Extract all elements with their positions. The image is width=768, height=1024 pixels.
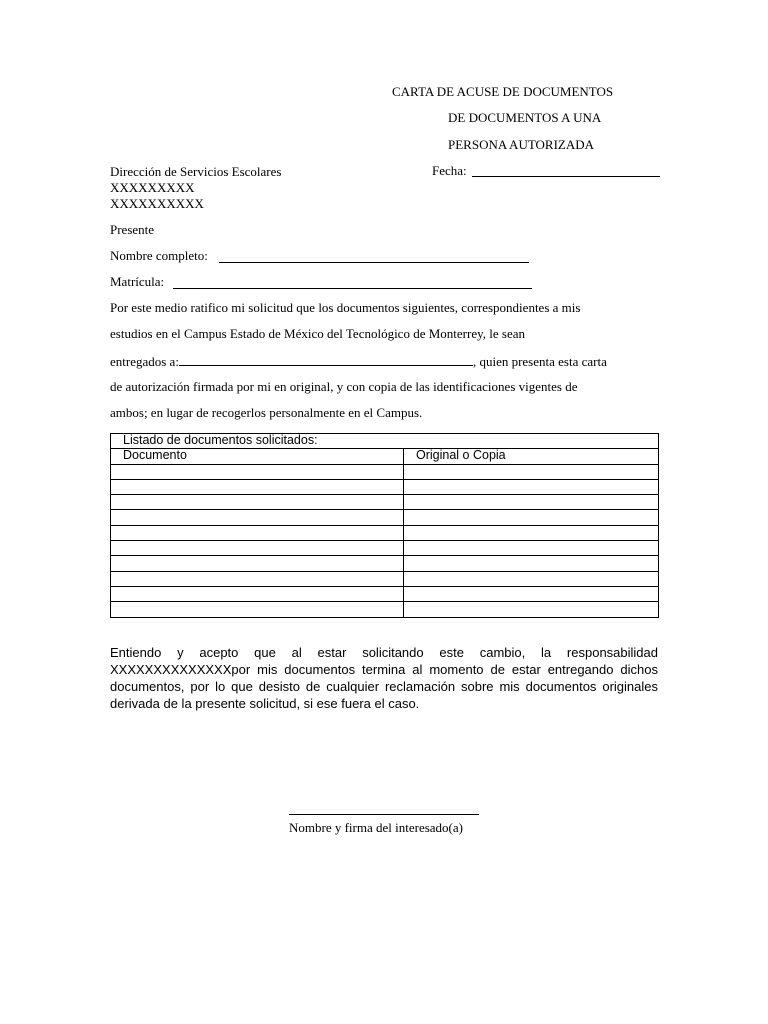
fecha-blank-line[interactable] bbox=[472, 176, 660, 177]
body-line-4: de autorización firmada por mi en original, y con copia de las identificaciones vigentes de bbox=[110, 379, 578, 394]
entregados-suffix: , quien presenta esta carta bbox=[472, 354, 607, 369]
body-line-3 bbox=[110, 353, 607, 370]
original-o-copia-cell[interactable] bbox=[404, 510, 659, 525]
documento-cell[interactable] bbox=[111, 571, 404, 586]
table-header-row bbox=[111, 449, 659, 464]
table-row bbox=[111, 464, 659, 479]
documento-cell[interactable] bbox=[111, 510, 404, 525]
documento-cell[interactable] bbox=[111, 602, 404, 617]
documento-cell[interactable] bbox=[111, 541, 404, 556]
original-o-copia-cell[interactable] bbox=[404, 571, 659, 586]
documento-cell[interactable] bbox=[111, 464, 404, 479]
table-row bbox=[111, 541, 659, 556]
body-line-2: estudios en el Campus Estado de México del Tecnológico de Monterrey, le sean bbox=[110, 326, 525, 341]
title-line-3: PERSONA AUTORIZADA bbox=[448, 137, 595, 152]
table-caption-row bbox=[111, 434, 659, 449]
original-o-copia-cell[interactable] bbox=[404, 556, 659, 571]
matricula-blank-line[interactable] bbox=[173, 288, 532, 289]
table-row bbox=[111, 495, 659, 510]
column-header-original-o-copia: Original o Copia bbox=[404, 449, 659, 464]
original-o-copia-cell[interactable] bbox=[404, 479, 659, 494]
table-row bbox=[111, 510, 659, 525]
recipient-line-3: XXXXXXXXXX bbox=[110, 196, 204, 211]
signature-label: Nombre y firma del interesado(a) bbox=[289, 820, 463, 835]
original-o-copia-cell[interactable] bbox=[404, 495, 659, 510]
table-row bbox=[111, 556, 659, 571]
original-o-copia-cell[interactable] bbox=[404, 541, 659, 556]
column-header-documento: Documento bbox=[111, 449, 404, 464]
nombre-blank-line[interactable] bbox=[219, 262, 529, 263]
signature-line[interactable] bbox=[289, 814, 479, 815]
closing-paragraph: Entiendo y acepto que al estar solicitando este cambio, la responsabilidad XXXXXXXXXXXXXXpor mis documentos termina al momento de estar entregando dichos documentos, por lo que desisto de cualquier reclamación sobre mis documentos originales derivada de la presente solicitud, si ese fuera el caso. bbox=[110, 645, 658, 711]
body-line-1: Por este medio ratifico mi solicitud que los documentos siguientes, correspondientes a mis bbox=[110, 300, 581, 315]
table-row bbox=[111, 602, 659, 617]
original-o-copia-cell[interactable] bbox=[404, 525, 659, 540]
presente-text: Presente bbox=[110, 222, 155, 237]
body-line-5: ambos; en lugar de recogerlos personalmente en el Campus. bbox=[110, 405, 423, 420]
documento-cell[interactable] bbox=[111, 586, 404, 601]
recipient-line-2: XXXXXXXXX bbox=[110, 180, 195, 195]
documento-cell[interactable] bbox=[111, 495, 404, 510]
original-o-copia-cell[interactable] bbox=[404, 586, 659, 601]
documento-cell[interactable] bbox=[111, 479, 404, 494]
table-row bbox=[111, 479, 659, 494]
entregados-blank-line[interactable] bbox=[179, 353, 473, 366]
documents-table bbox=[110, 433, 659, 618]
entregados-label: entregados a: bbox=[110, 354, 179, 369]
original-o-copia-cell[interactable] bbox=[404, 602, 659, 617]
title-line-1: CARTA DE ACUSE DE DOCUMENTOS bbox=[392, 84, 614, 99]
fecha-label: Fecha: bbox=[432, 163, 467, 178]
recipient-line-1: Dirección de Servicios Escolares bbox=[110, 164, 282, 179]
table-row bbox=[111, 571, 659, 586]
documento-cell[interactable] bbox=[111, 525, 404, 540]
documento-cell[interactable] bbox=[111, 556, 404, 571]
matricula-label: Matrícula: bbox=[110, 274, 165, 289]
table-caption: Listado de documentos solicitados: bbox=[111, 434, 659, 449]
nombre-label: Nombre completo: bbox=[110, 248, 208, 263]
title-line-2: DE DOCUMENTOS A UNA bbox=[448, 110, 602, 125]
table-row bbox=[111, 525, 659, 540]
original-o-copia-cell[interactable] bbox=[404, 464, 659, 479]
table-row bbox=[111, 586, 659, 601]
